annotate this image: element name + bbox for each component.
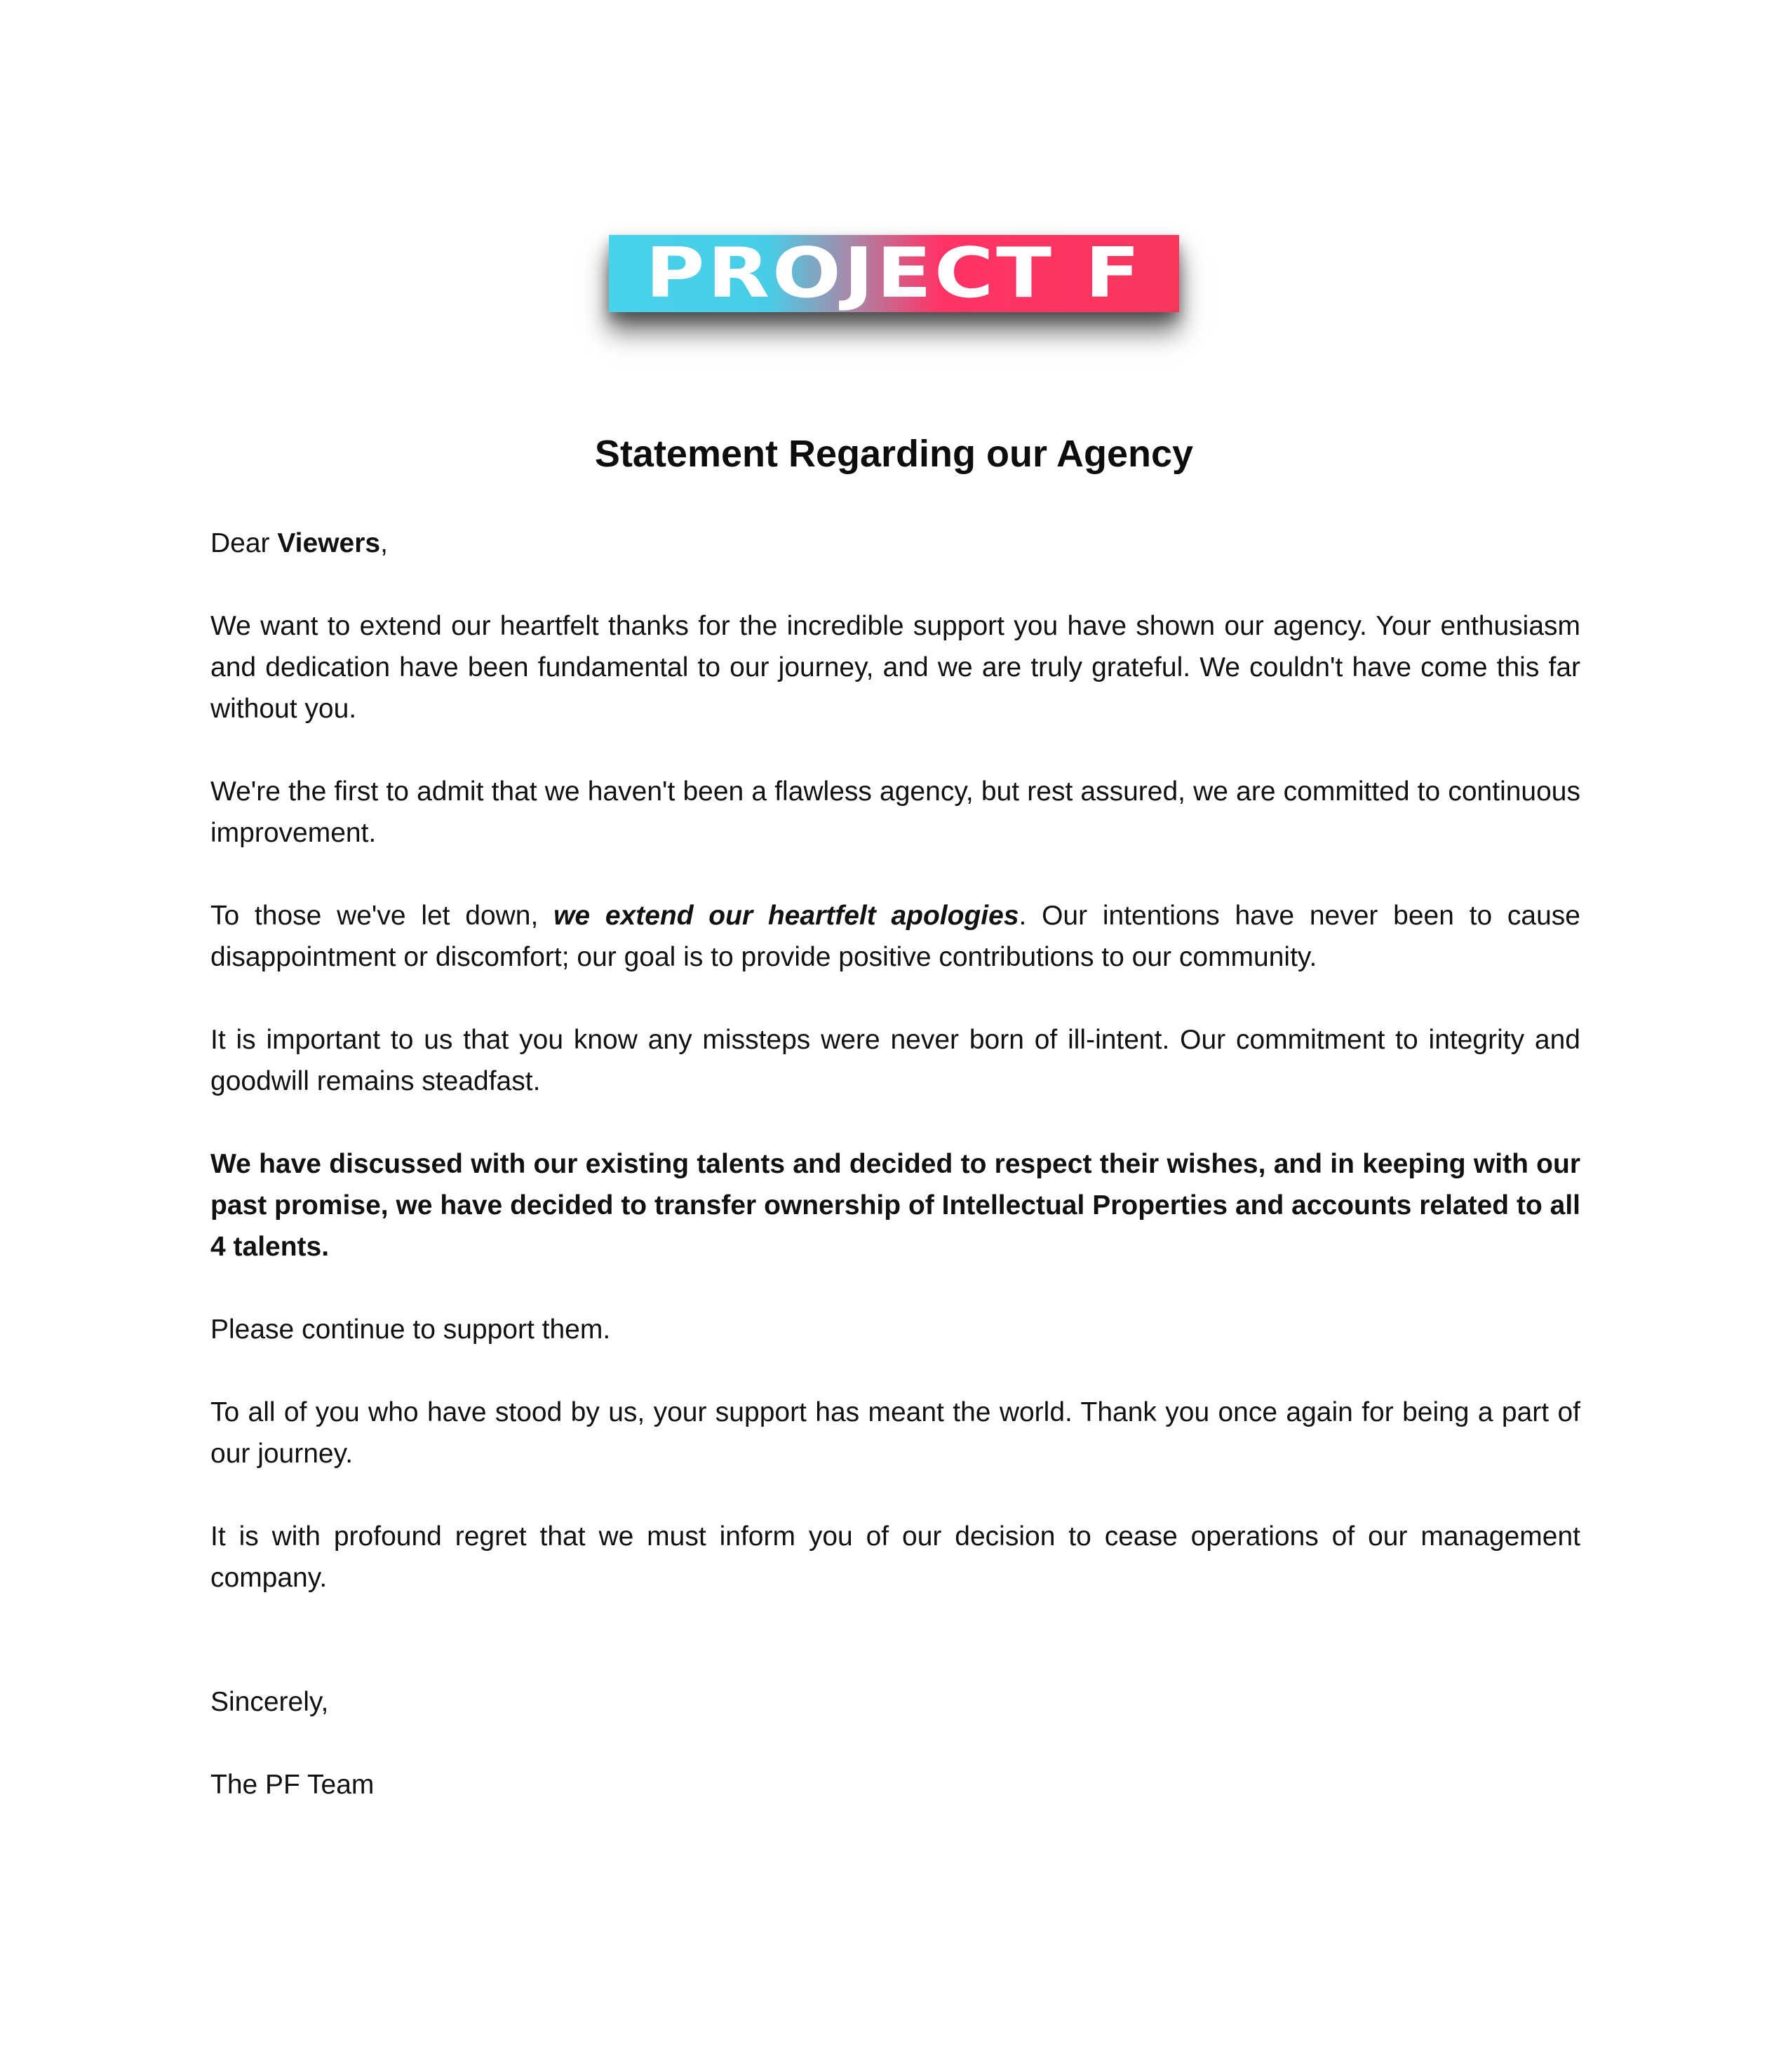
salutation — [210, 523, 1580, 564]
paragraph-apology — [210, 895, 1580, 978]
logo-banner — [609, 235, 1179, 312]
signature: The PF Team — [210, 1770, 375, 1800]
salutation-name: Viewers — [277, 528, 381, 558]
closing: Sincerely, — [210, 1687, 329, 1717]
apology-emphasis: we extend our heartfelt apologies — [553, 901, 1019, 931]
paragraph-admission: We're the first to admit that we haven't been a flawless agency, but rest assured, we are committed to continuous improvement. — [210, 776, 1580, 848]
paragraph-thanks: We want to extend our heartfelt thanks for the incredible support you have shown our agency. Your enthusiasm and dedication have been fundamental to our journey, and we are truly grateful. We couldn't have come this far without you. — [210, 611, 1580, 724]
apology-post: . Our intentions have never been to cause disappointment or discomfort; our goal is to provide positive contributions to our community. — [210, 901, 1581, 972]
salutation-prefix: Dear — [210, 528, 278, 558]
apology-pre: To those we've let down, — [210, 901, 554, 931]
paragraph-integrity: It is important to us that you know any missteps were never born of ill-intent. Our commitment to integrity and goodwill remains steadfast. — [210, 1025, 1580, 1096]
paragraph-gratitude: To all of you who have stood by us, your support has meant the world. Thank you once again for being a part of our journey. — [210, 1397, 1580, 1469]
page-title: Statement Regarding our Agency — [594, 433, 1194, 475]
logo-text: PROJECT F — [645, 234, 1143, 314]
transfer-text: We have discussed with our existing talents and decided to respect their wishes, and in keeping with our past promise, we have decided to transfer ownership of Intellectual Properties and accounts related to all 4 talents. — [210, 1149, 1580, 1262]
paragraph-cease: It is with profound regret that we must inform you of our decision to cease operations of our management company. — [210, 1521, 1580, 1593]
paragraph-transfer — [210, 1143, 1580, 1267]
project-f-logo — [609, 235, 1179, 312]
salutation-suffix: , — [380, 528, 388, 558]
paragraph-support: Please continue to support them. — [210, 1314, 611, 1345]
letter-body — [210, 523, 1580, 1805]
